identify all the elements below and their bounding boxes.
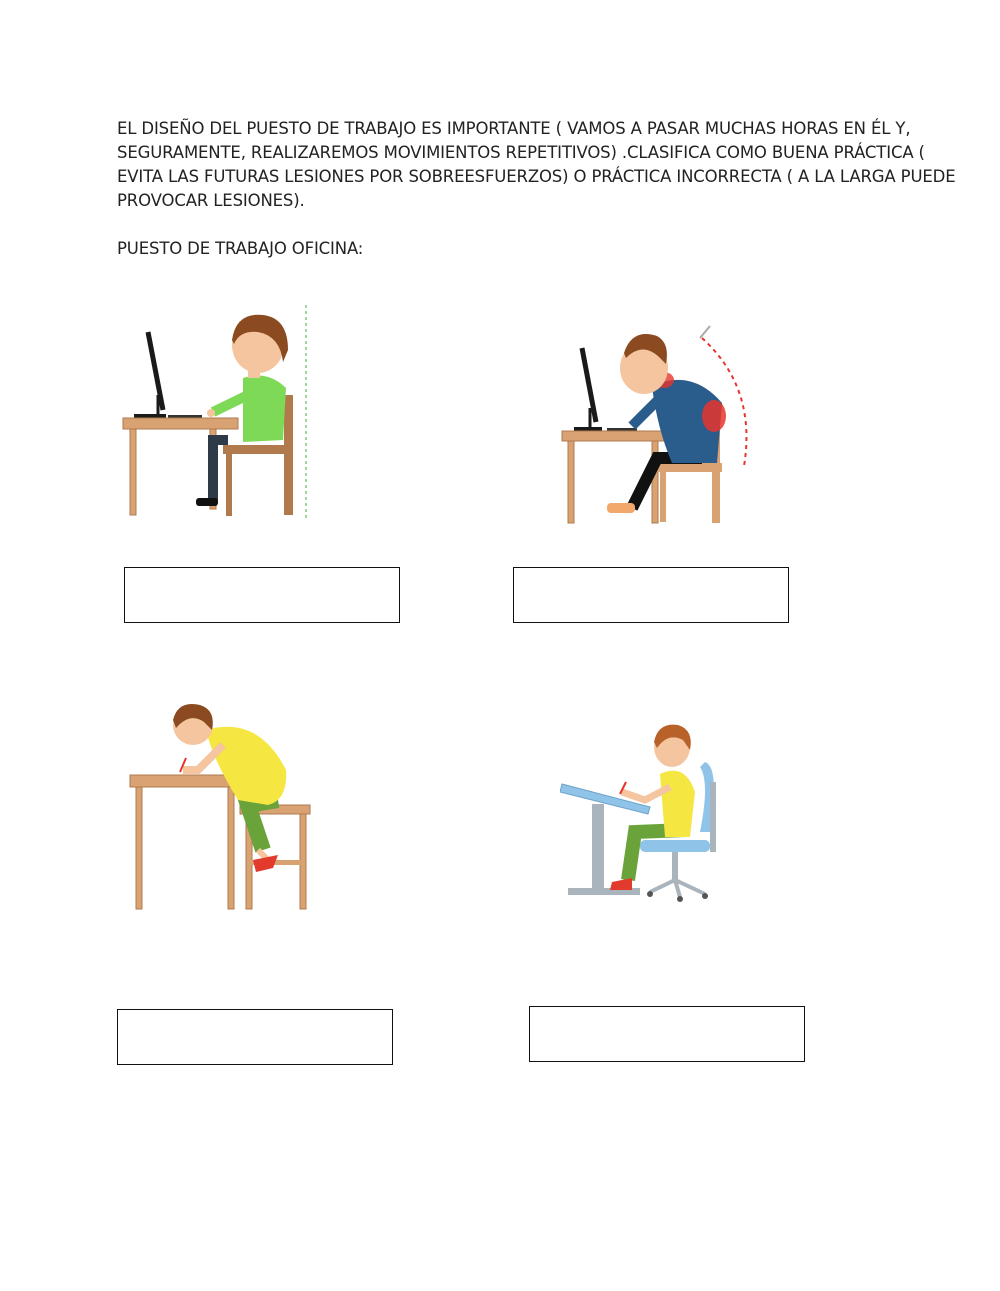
good-posture-writing-illustration (560, 722, 745, 902)
section-title: PUESTO DE TRABAJO OFICINA: (117, 239, 364, 258)
answer-box-3[interactable] (117, 1009, 393, 1065)
bad-posture-writing-illustration (128, 700, 313, 912)
answer-box-4[interactable] (529, 1006, 805, 1062)
instructions-text (117, 117, 956, 213)
answer-box-1[interactable] (124, 567, 400, 623)
instructions-line-1: EL DISEÑO DEL PUESTO DE TRABAJO ES IMPORTANTE ( VAMOS A PASAR MUCHAS HORAS EN ÉL Y, (117, 119, 911, 138)
answer-box-2[interactable] (513, 567, 789, 623)
good-posture-computer-illustration (118, 300, 318, 525)
instructions-line-4: PROVOCAR LESIONES). (117, 191, 305, 210)
instructions-line-2: SEGURAMENTE, REALIZAREMOS MOVIMIENTOS REPETITIVOS) .CLASIFICA COMO BUENA PRÁCTICA ( (117, 143, 925, 162)
instructions-line-3: EVITA LAS FUTURAS LESIONES POR SOBREESFUERZOS) O PRÁCTICA INCORRECTA ( A LA LARGA PUEDE (117, 167, 956, 186)
bad-posture-computer-illustration (552, 298, 762, 528)
